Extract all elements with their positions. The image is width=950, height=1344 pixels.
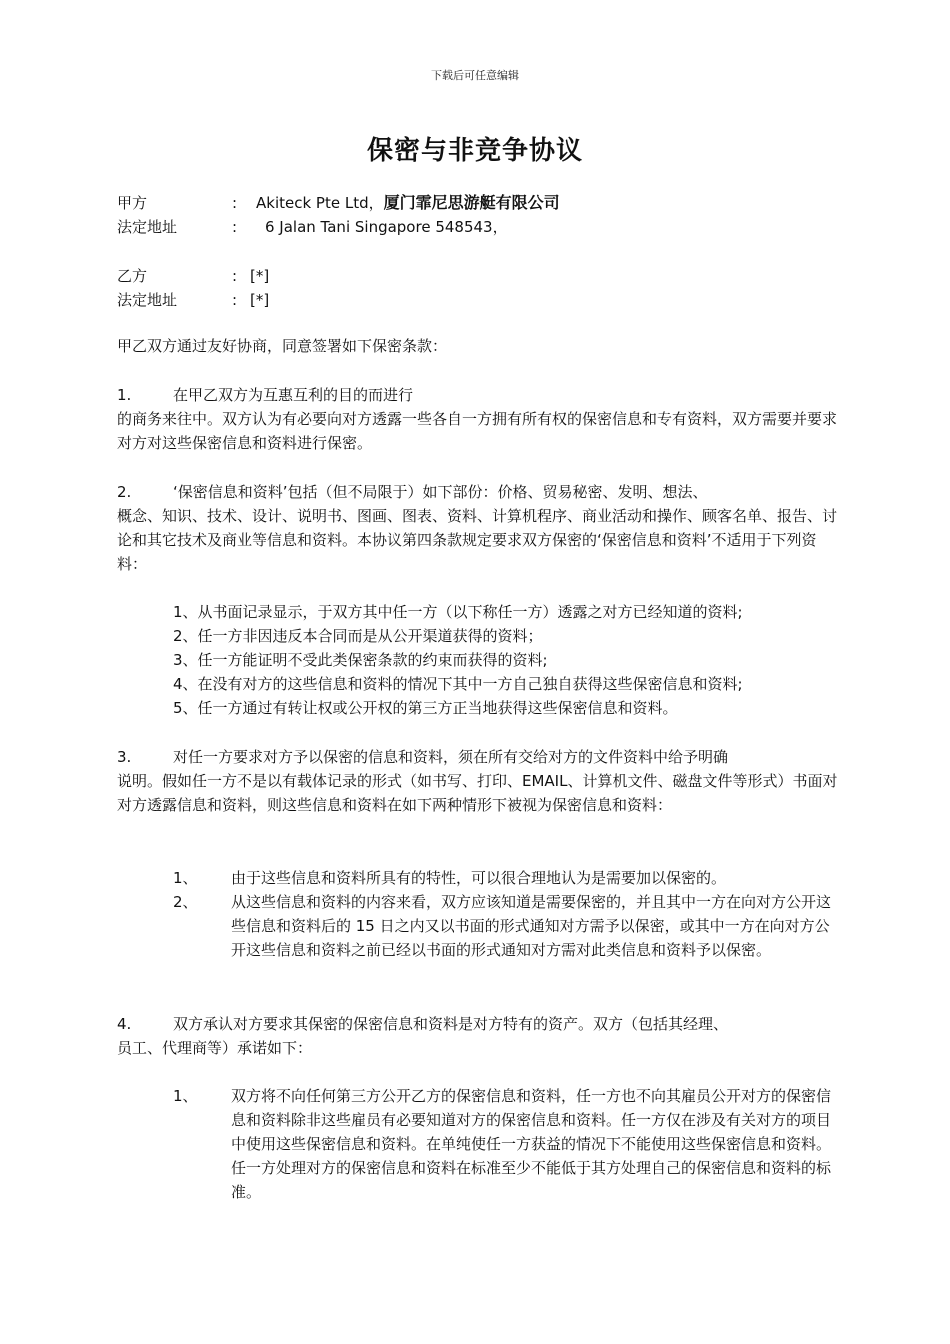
- clause-3-item-2-number: 2、: [173, 893, 198, 911]
- party-b-colon: :: [232, 267, 238, 285]
- party-a-colon: :: [232, 194, 238, 212]
- clause-2-item-2: 2、任一方非因违反本合同而是从公开渠道获得的资料；: [173, 627, 543, 645]
- clause-1-number: 1.: [117, 386, 132, 404]
- intro-paragraph: 甲乙双方通过友好协商，同意签署如下保密条款：: [117, 337, 448, 355]
- party-b-address-value: [*]: [250, 291, 270, 309]
- party-a-label: 甲方: [117, 194, 148, 212]
- clause-3-number: 3.: [117, 748, 132, 766]
- party-b-label: 乙方: [117, 267, 148, 285]
- clause-4-item-1-text: 双方将不向任何第三方公开乙方的保密信息和资料，任一方也不向其雇员公开对方的保密信息和资料除非这些雇员有必要知道对方的保密信息和资料。任一方仅在涉及有关对方的项目中使用这些保密信息和资料。在单纯使任一方获益的情况下不能使用这些保密信息和资料。任一方处理对方的保密信息和资料在标准至少不能低于其方处理自己的保密信息和资料的标准。: [231, 1087, 832, 1201]
- party-a-address-value: 6 Jalan Tani Singapore 548543，: [265, 218, 508, 236]
- clause-3-item-1-number: 1、: [173, 869, 198, 887]
- clause-3-item-1-text: 由于这些信息和资料所具有的特性，可以很合理地认为是需要加以保密的。: [231, 869, 727, 887]
- clause-4-item-1-number: 1、: [173, 1087, 198, 1105]
- clause-2-item-3: 3、任一方能证明不受此类保密条款的约束而获得的资料;: [173, 651, 548, 669]
- clause-3-body: 说明。假如任一方不是以有载体记录的形式（如书写、打印、EMAIL、计算机文件、磁盘文件等形式）书面对对方透露信息和资料，则这些信息和资料在如下两种情形下被视为保密信息和资料：: [117, 772, 838, 814]
- clause-2-body: 概念、知识、技术、设计、说明书、图画、图表、资料、计算机程序、商业活动和操作、顾客名单、报告、讨论和其它技术及商业等信息和资料。本协议第四条款规定要求双方保密的‘保密信息和资料’不适用于下列资料：: [117, 507, 838, 573]
- header-note: 下载后可任意编辑: [431, 69, 519, 82]
- party-b-value: [*]: [250, 267, 270, 285]
- clause-4-body: 员工、代理商等）承诺如下：: [117, 1039, 313, 1057]
- clause-2-item-4: 4、在没有对方的这些信息和资料的情况下其中一方自己独自获得这些保密信息和资料;: [173, 675, 743, 693]
- clause-2-number: 2.: [117, 483, 132, 501]
- clause-3-lead: 对任一方要求对方予以保密的信息和资料，须在所有交给对方的文件资料中给予明确: [173, 748, 729, 766]
- party-a-name-en: Akiteck Pte Ltd，: [256, 194, 384, 212]
- clause-1-body: 的商务来往中。双方认为有必要向对方透露一些各自一方拥有所有权的保密信息和专有资料，双方需要并要求对方对这些保密信息和资料进行保密。: [117, 410, 838, 452]
- party-a-address-label: 法定地址: [117, 218, 178, 236]
- party-a-value: [256, 191, 560, 215]
- clause-2-item-1: 1、从书面记录显示，于双方其中任一方（以下称任一方）透露之对方已经知道的资料;: [173, 603, 743, 621]
- party-a-name-cn: 厦门霏尼思游艇有限公司: [383, 193, 560, 212]
- document-title: 保密与非竞争协议: [366, 136, 583, 166]
- clause-4-lead: 双方承认对方要求其保密的保密信息和资料是对方特有的资产。双方（包括其经理、: [173, 1015, 729, 1033]
- clause-2-lead: ‘保密信息和资料’包括（但不局限于）如下部份：价格、贸易秘密、发明、想法、: [173, 483, 708, 501]
- clause-1-lead: 在甲乙双方为互惠互利的目的而进行: [173, 386, 414, 404]
- party-a-address-colon: :: [232, 218, 238, 236]
- clause-4-number: 4.: [117, 1015, 132, 1033]
- party-b-address-colon: :: [232, 291, 238, 309]
- clause-2-item-5: 5、任一方通过有转让权或公开权的第三方正当地获得这些保密信息和资料。: [173, 699, 678, 717]
- clause-3-item-2-text: 从这些信息和资料的内容来看，双方应该知道是需要保密的，并且其中一方在向对方公开这些信息和资料后的 15 日之内又以书面的形式通知对方需予以保密，或其中一方在向对方公开这些信息和资料之前已经以书面的形式通知对方需对此类信息和资料予以保密。: [231, 893, 832, 959]
- party-b-address-label: 法定地址: [117, 291, 178, 309]
